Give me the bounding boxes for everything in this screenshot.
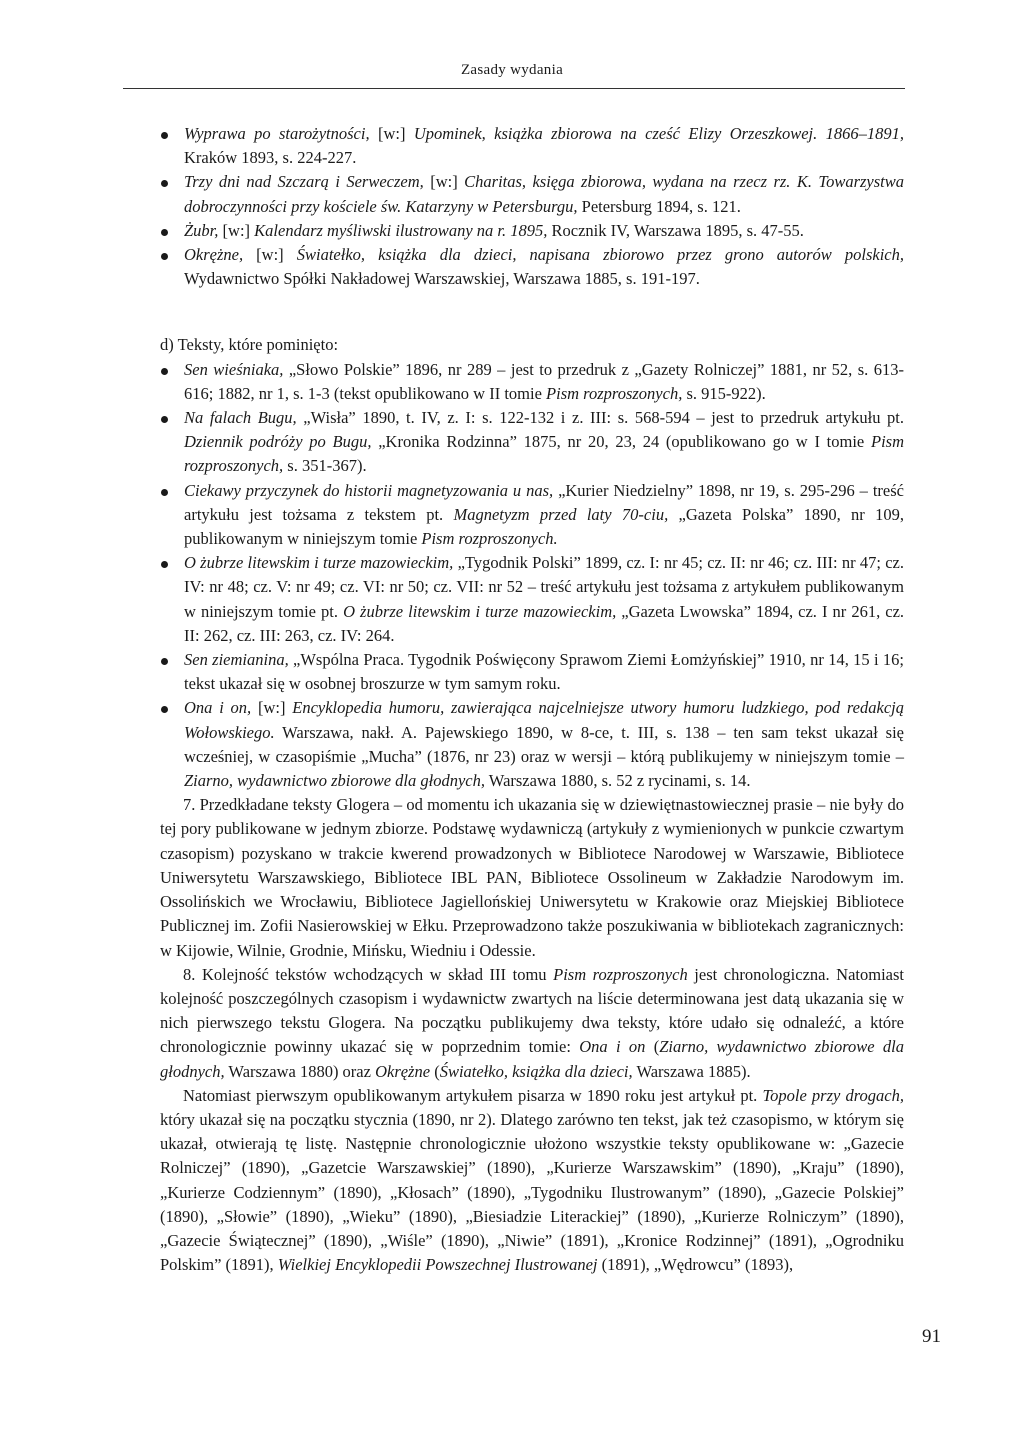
omitted-texts-list <box>160 358 904 794</box>
list-item: Okrężne, [w:] Światełko, książka dla dzieci, napisana zbiorowo przez grono autorów polskich, Wydawnictwo Spółki Nakładowej Warszawskiej, Warszawa 1885, s. 191-197. <box>160 243 904 291</box>
list-item: Wyprawa po starożytności, [w:] Upominek, książka zbiorowa na cześć Elizy Orzeszkowej. 1866–1891, Kraków 1893, s. 224-227. <box>160 122 904 170</box>
list-item: Trzy dni nad Szczarą i Serweczem, [w:] Charitas, księga zbiorowa, wydana na rzecz rz. K. Towarzystwa dobroczynności przy kościele św. Katarzyny w Petersburgu, Petersburg 1894, s. 121. <box>160 170 904 218</box>
paragraph-9: Natomiast pierwszym opublikowanym artykułem pisarza w 1890 roku jest artykuł pt. Topole przy drogach, który ukazał się na początku stycznia (1890, nr 2). Dlatego zarówno ten tekst, jak też czasopismo, w którym się ukazał, otwierają tę listę. Następnie chronologicznie ułożono wszystkie teksty opublikowane w: „Gazecie Rolniczej” (1890), „Gazetcie Warszawskiej” (1890), „Kurierze Warszawskim” (1890), „Kraju” (1890), „Kurierze Codziennym” (1890), „Kłosach” (1890), „Tygodniku Ilustrowanym” (1890), „Gazecie Polskiej” (1890), „Słowie” (1890), „Wieku” (1890), „Biesiadzie Literackiej” (1890), „Kurierze Rolniczym” (1890), „Gazecie Świątecznej” (1890), „Wiśle” (1890), „Niwie” (1891), „Kronice Rodzinnej” (1891), „Ogrodniku Polskim” (1891), Wielkiej Encyklopedii Powszechnej Ilustrowanej (1891), „Wędrowcu” (1893), <box>160 1085 905 1275</box>
list-item: O żubrze litewskim i turze mazowieckim, „Tygodnik Polski” 1899, cz. I: nr 45; cz. II: nr 46; cz. III: nr 47; cz. IV: nr 48; cz. V: nr 49; cz. VI: nr 50; cz. VII: nr 52 – treść artykułu jest tożsama z artykułem publikowanym w niniejszym tomie pt. O żubrze litewskim i turze mazowieckim, „Gazeta Lwowska” 1894, cz. I nr 261, cz. II: 262, cz. III: 263, cz. IV: 264. <box>160 551 904 648</box>
page-number: 91 <box>922 1326 941 1347</box>
list-item: Sen ziemianina, „Wspólna Praca. Tygodnik Poświęcony Sprawom Ziemi Łomżyńskiej” 1910, nr 14, 15 i 16; tekst ukazał się w osobnej broszurze w tym samym roku. <box>160 648 904 696</box>
page-body <box>160 122 904 1277</box>
list-item: Na falach Bugu, „Wisła” 1890, t. IV, z. I: s. 122-132 i z. III: s. 568-594 – jest to przedruk artykułu pt. Dziennik podróży po Bugu, „Kronika Rodzinna” 1875, nr 20, 23, 24 (opublikowano go w I tomie Pism rozproszonych, s. 351-367). <box>160 406 904 479</box>
header-rule <box>123 88 905 89</box>
running-head: Zasady wydania <box>460 62 564 78</box>
paragraph-7: 7. Przedkładane teksty Glogera – od momentu ich ukazania się w dziewiętnastowiecznej prasie – nie były do tej pory publikowane w jednym zbiorze. Podstawę wydawniczą (artykuły z wymienionych w punkcie czwartym czasopism) pozyskano w trakcie kwerend prowadzonych w Bibliotece Narodowej w Warszawie, Bibliotece Uniwersytetu Warszawskiego, Bibliotece IBL PAN, Bibliotece Ossolineum w Zakładzie Narodowym im. Ossolińskich we Wrocławiu, Bibliotece Jagiellońskiej Uniwersytetu w Krakowie oraz Miejskiej Bibliotece Publicznej im. Zofii Nasierowskiej w Ełku. Przeprowadzono także poszukiwania w bibliotekach zagranicznych: w Kijowie, Wilnie, Grodnie, Mińsku, Wiedniu i Odessie. <box>160 795 904 960</box>
section-d-heading: d) Teksty, które pominięto: <box>160 335 339 355</box>
list-item: Ciekawy przyczynek do historii magnetyzowania u nas, „Kurier Niedzielny” 1898, nr 19, s. 295-296 – treść artykułu jest tożsama z tekstem pt. Magnetyzm przed laty 70-ciu, „Gazeta Polska” 1890, nr 109, publikowanym w niniejszym tomie Pism rozproszonych. <box>160 479 904 552</box>
list-item: Ona i on, [w:] Encyklopedia humoru, zawierająca najcelniejsze utwory humoru ludzkiego, pod redakcją Wołowskiego. Warszawa, nakł. A. Pajewskiego 1890, w 8-ce, t. III, s. 138 – ten sam tekst ukazał się wcześniej, w czasopiśmie „Mucha” (1876, nr 23) oraz w wersji – którą publikujemy w niniejszym tomie – Ziarno, wydawnictwo zbiorowe dla głodnych, Warszawa 1880, s. 52 z rycinami, s. 14. <box>160 696 904 793</box>
list-item: Żubr, [w:] Kalendarz myśliwski ilustrowany na r. 1895, Rocznik IV, Warszawa 1895, s. 47-55. <box>160 219 904 243</box>
paragraph-8: 8. Kolejność tekstów wchodzących w skład III tomu Pism rozproszonych jest chronologiczna. Natomiast kolejność poszczególnych czasopism i wydawnictw zwartych na liście determinowana jest datą ukazania się w nich pierwszego tekstu Glogera. Na początku publikujemy dwa teksty, które udało się odnaleźć, a które chronologicznie powinny ukazać się w poprzednim tomie: Ona i on (Ziarno, wydawnictwo zbiorowe dla głodnych, Warszawa 1880) oraz Okrężne (Światełko, książka dla dzieci, Warszawa 1885). <box>160 964 904 1081</box>
bibliography-list <box>160 122 904 291</box>
list-item: Sen wieśniaka, „Słowo Polskie” 1896, nr 289 – jest to przedruk z „Gazety Rolniczej” 1881, nr 52, s. 613-616; 1882, nr 1, s. 1-3 (tekst opublikowano w II tomie Pism rozproszonych, s. 915-922). <box>160 358 904 406</box>
